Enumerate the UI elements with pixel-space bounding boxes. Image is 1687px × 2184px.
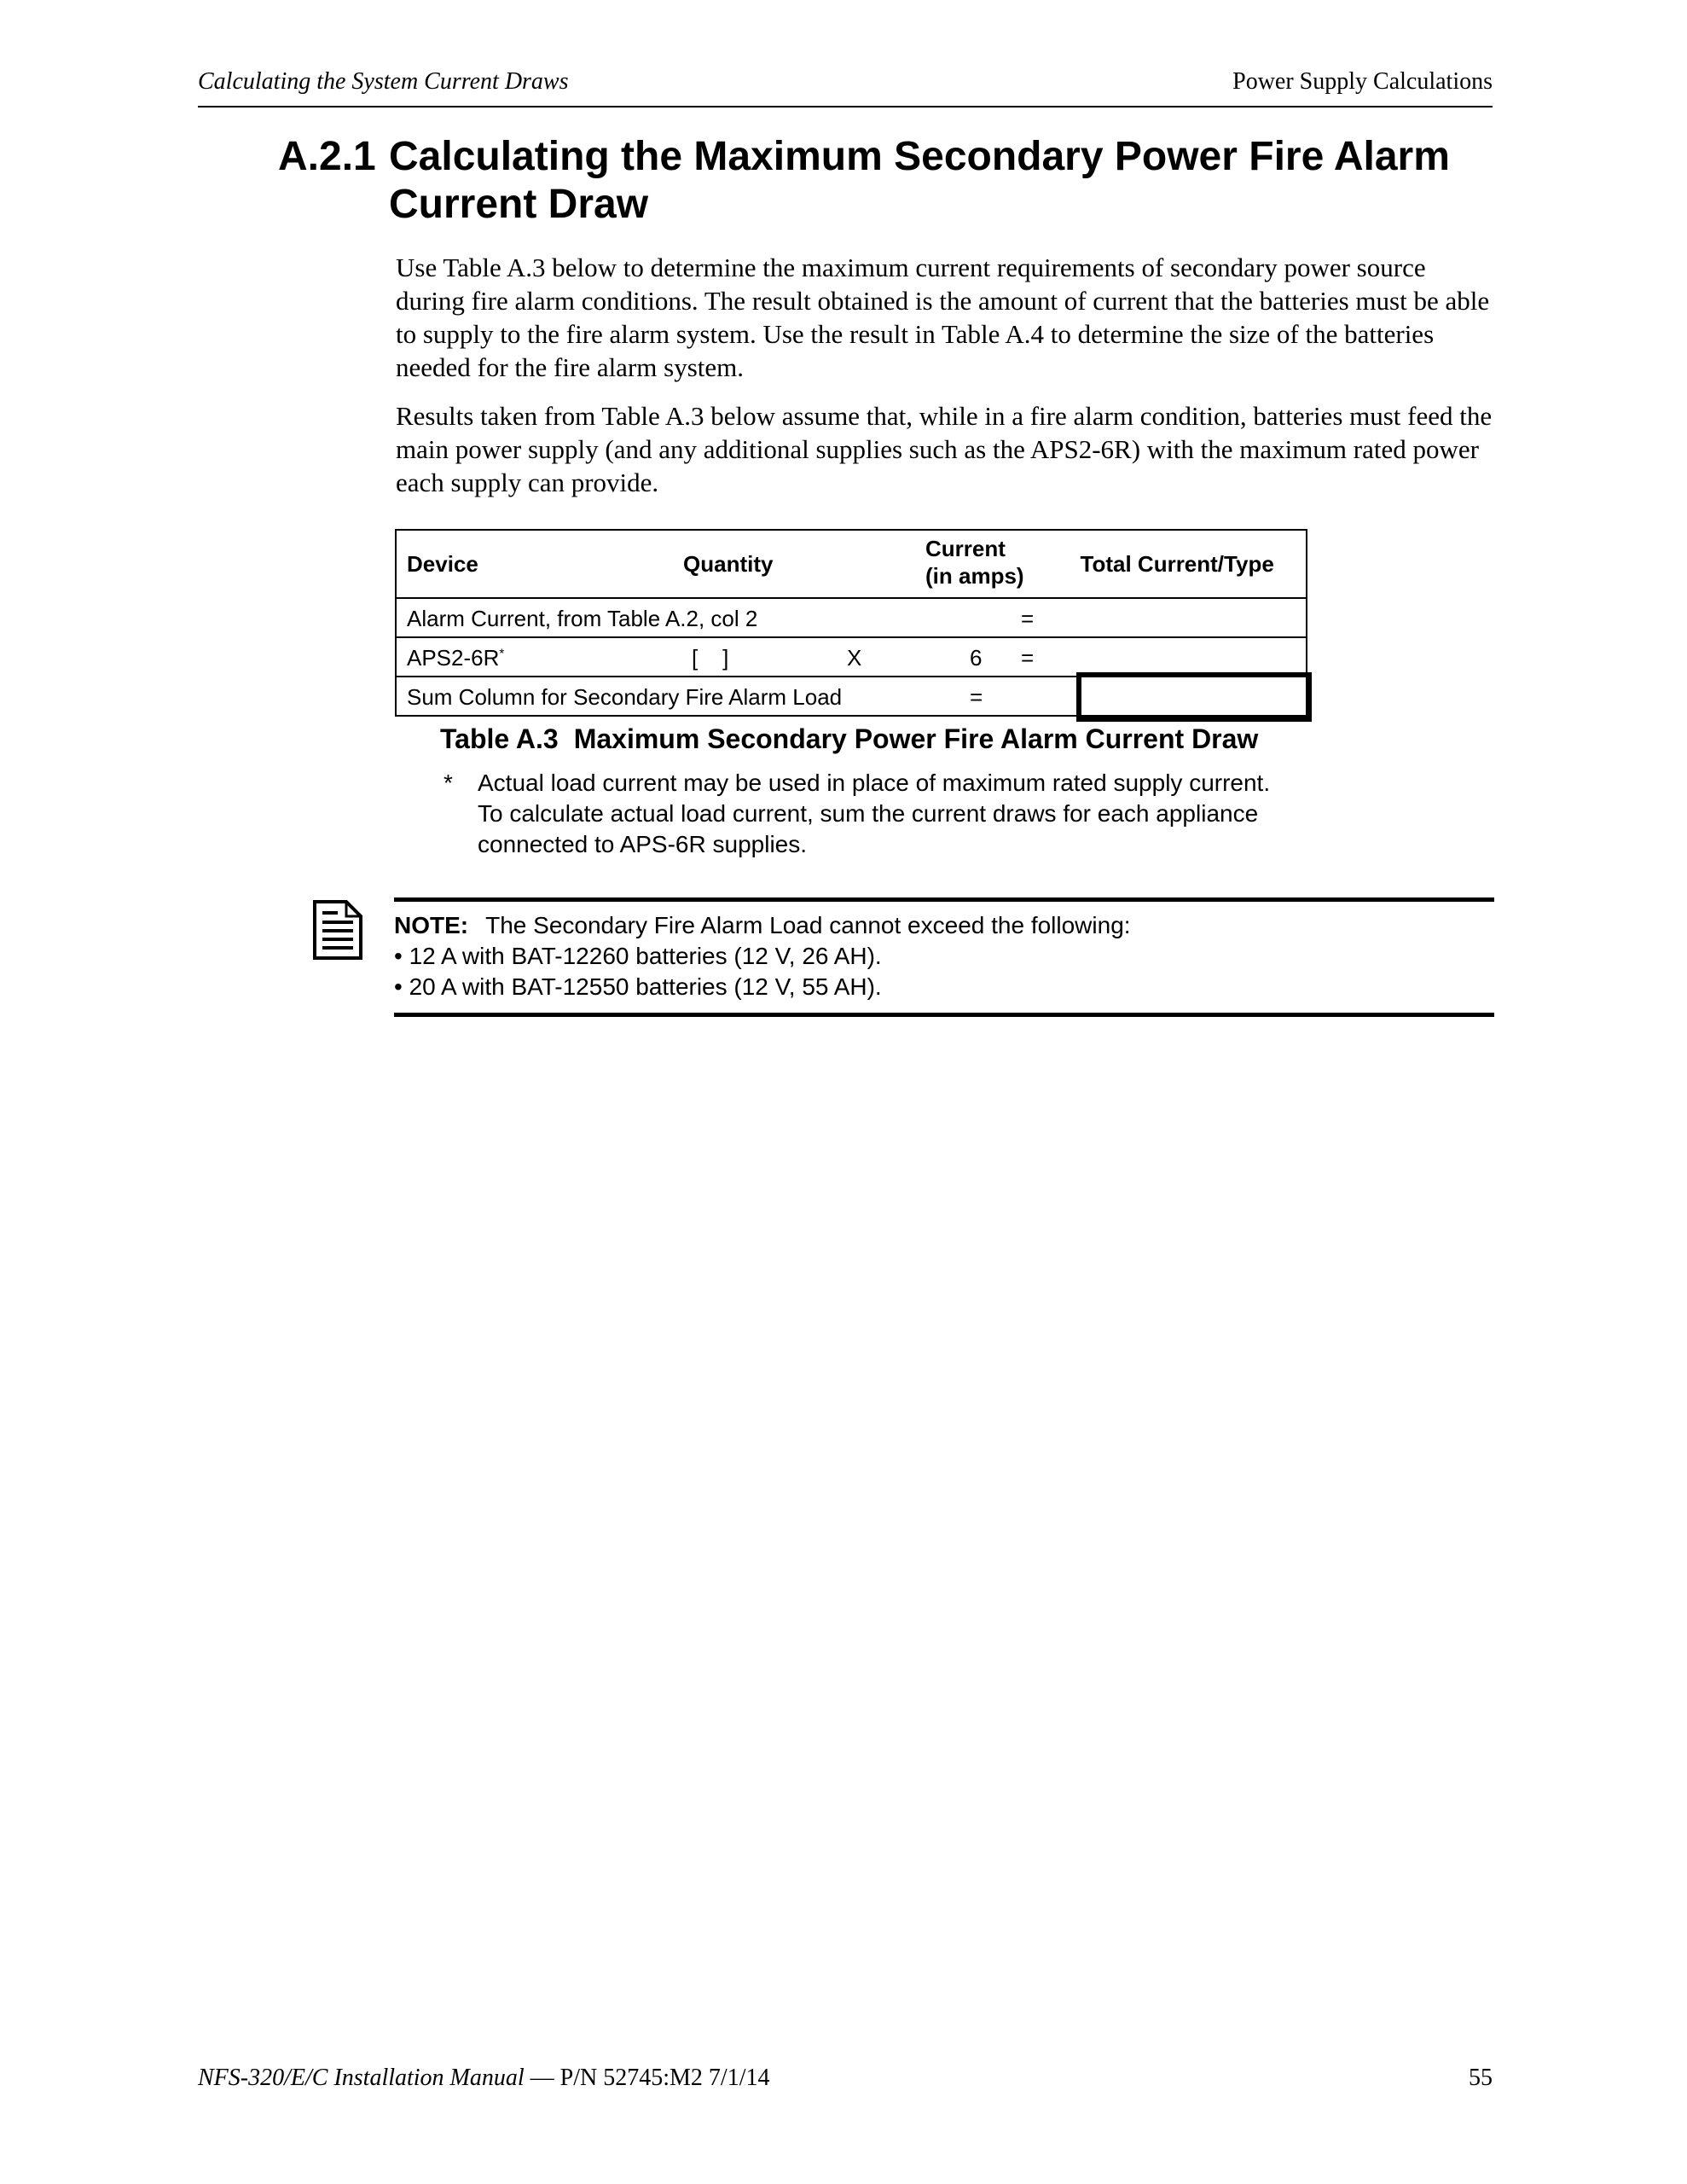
row-equals: = bbox=[1021, 645, 1035, 671]
caption-title: Maximum Secondary Power Fire Alarm Current Draw bbox=[573, 723, 1259, 754]
footnote-text: Actual load current may be used in place of maximum rated supply current. To calculate actual load current, sum the current draws for each appliance connected to APS-6R supplies. bbox=[478, 770, 1271, 857]
row-equals: = bbox=[1021, 606, 1035, 631]
footer-part-number: — P/N 52745:M2 7/1/14 bbox=[524, 2065, 770, 2091]
body-paragraph-1: Use Table A.3 below to determine the maximum current requirements of secondary power source during fire alarm conditions. The result obtained is the amount of current that the batteries must be able to supply to the fire alarm system. Use the result in Table A.4 to determine the size of the batteries needed for the fire alarm system. bbox=[396, 253, 1490, 382]
sum-total-box bbox=[1076, 672, 1312, 722]
note-bullet-2: • 20 A with BAT-12550 batteries (12 V, 55 AH). bbox=[394, 973, 882, 1000]
row-device: APS2-6R* bbox=[407, 645, 505, 671]
row-equals: = bbox=[970, 684, 983, 710]
row-current: 6 bbox=[970, 645, 983, 671]
section-number: A.2.1 bbox=[278, 134, 376, 179]
table-header-row bbox=[396, 530, 1307, 598]
table-row bbox=[396, 637, 1307, 677]
section-title-line1: Calculating the Maximum Secondary Power Fire Alarm bbox=[389, 134, 1450, 179]
row-device: Alarm Current, from Table A.2, col 2 bbox=[407, 606, 758, 631]
footnote-mark: * bbox=[499, 646, 505, 661]
section-heading bbox=[278, 133, 1450, 229]
table-header-left bbox=[396, 530, 1069, 598]
page-number: 55 bbox=[1469, 2065, 1493, 2091]
header-quantity: Quantity bbox=[683, 551, 774, 577]
row-quantity-input: [ ] bbox=[692, 645, 729, 671]
table-caption bbox=[440, 723, 1258, 755]
note-bullet-1: • 12 A with BAT-12260 batteries (12 V, 26 AH). bbox=[394, 943, 882, 969]
row-device: Sum Column for Secondary Fire Alarm Load bbox=[407, 684, 843, 710]
header-total: Total Current/Type bbox=[1080, 551, 1274, 577]
row-times: X bbox=[847, 645, 862, 671]
footer-manual-title: NFS-320/E/C Installation Manual bbox=[198, 2065, 525, 2091]
note-document-icon bbox=[312, 899, 363, 961]
header-chapter-title: Power Supply Calculations bbox=[1232, 68, 1493, 95]
header-current-line2: (in amps) bbox=[925, 563, 1024, 589]
note-box bbox=[394, 897, 1494, 1017]
table-row bbox=[396, 598, 1307, 637]
note-label: NOTE: bbox=[394, 912, 469, 938]
header-device: Device bbox=[407, 551, 478, 577]
caption-label: Table A.3 bbox=[440, 723, 559, 754]
note-text: The Secondary Fire Alarm Load cannot exceed the following: bbox=[485, 912, 1131, 938]
section-title-line2: Current Draw bbox=[389, 182, 649, 227]
footnote-asterisk: * bbox=[443, 770, 453, 796]
header-current-line1: Current bbox=[925, 536, 1006, 561]
running-header bbox=[198, 65, 1493, 107]
table-footnote bbox=[443, 768, 1279, 860]
body-paragraph-2: Results taken from Table A.3 below assume that, while in a fire alarm condition, batteries must feed the main power supply (and any additional supplies such as the APS2-6R) with the maximum rated power each supply can provide. bbox=[396, 401, 1493, 497]
header-chapter-section: Calculating the System Current Draws bbox=[198, 68, 569, 95]
footer-manual-info bbox=[198, 2065, 769, 2092]
table-header-right bbox=[1069, 530, 1307, 598]
